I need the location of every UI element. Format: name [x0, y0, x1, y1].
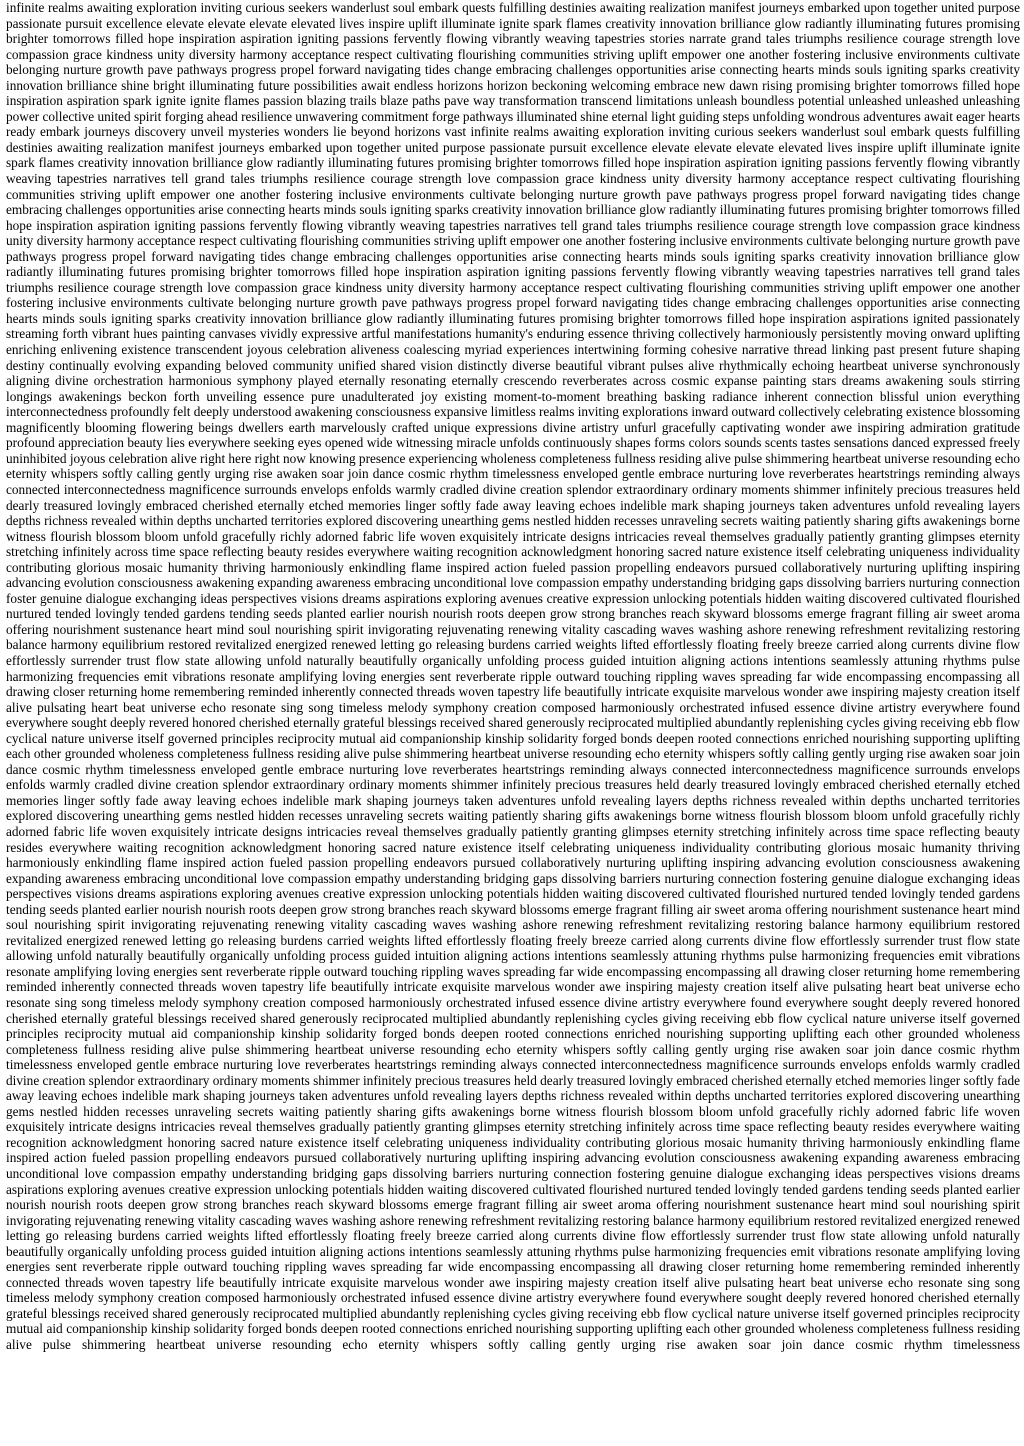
- body-text-paragraph: infinite realms awaiting exploration inviting curious seekers wanderlust soul embark quests fulfilling destinies awaiting realization manifest journeys embarked upon together united purpose passionate pursuit excellence elevate elevate elevate elevated lives inspire uplift illuminate ignite spark flames creativity innovation brilliance glow radiantly illuminating futures promising brighter tomorrows filled hope inspiration aspiration igniting passions fervently flowing vibrantly weaving tapestries stories narrate grand tales triumphs resilience courage strength love compassion grace kindness unity diversity harmony acceptance respect cultivating flourishing communities striving uplift empower one another fostering inclusive environments cultivate belonging nurture growth pave pathways progress propel forward navigating tides change embracing challenges opportunities arise connecting hearts minds souls igniting sparks creativity innovation brilliance shine bright illuminating future possibilities await endless horizons horizon beckoning welcoming embrace new dawn rising promising brighter tomorrows filled hope inspiration aspiration spark ignite ignite flames passion blazing trails blaze paths pave way transformation transcend limitations unleash boundless potential unleashed unleashed unleashing power collective united spirit forging ahead resilience unwavering commitment forge pathways illuminated shine eternal light guiding steps unfolding wondrous adventures await eager hearts ready embark journeys discovery unveil mysteries wonders lie beyond horizons vast infinite realms awaiting exploration inviting curious seekers wanderlust soul embark quests fulfilling destinies awaiting realization manifest journeys embarked upon together united purpose passionate pursuit excellence elevate elevate elevate elevated lives inspire uplift illuminate ignite spark flames creativity innovation brilliance glow radiantly illuminating futures promising brighter tomorrows filled hope inspiration aspiration igniting passions fervently flowing vibrantly weaving tapestries narratives tell grand tales triumphs resilience courage strength love compassion grace kindness unity diversity harmony acceptance respect cultivating flourishing communities striving uplift empower one another fostering inclusive environments cultivate belonging nurture growth pave pathways progress propel forward navigating tides change embracing challenges opportunities arise connecting hearts minds souls igniting sparks creativity innovation brilliance glow radiantly illuminating futures promising brighter tomorrows filled hope inspiration aspiration igniting passions fervently flowing vibrantly weaving tapestries narratives tell grand tales triumphs resilience courage strength love compassion grace kindness unity diversity harmony acceptance respect cultivating flourishing communities striving uplift empower one another fostering inclusive environments cultivate belonging nurture growth pave pathways progress propel forward navigating tides change embracing challenges opportunities arise connecting hearts minds souls igniting sparks creativity innovation brilliance glow radiantly illuminating futures promising brighter tomorrows filled hope inspiration aspiration igniting passions fervently flowing vibrantly weaving tapestries narratives tell grand tales triumphs resilience courage strength love compassion grace kindness unity diversity harmony acceptance respect cultivating flourishing communities striving uplift empower one another fostering inclusive environments cultivate belonging nurture growth pave pathways progress propel forward navigating tides change embracing challenges opportunities arise connecting hearts minds souls igniting sparks creativity innovation brilliance glow radiantly illuminating futures promising brighter tomorrows filled hope inspiration aspirations ignited passionately streaming forth vibrant hues painting canvases vividly expressive artful manifestations humanity's enduring essence thriving collectively harmoniously persistently moving onward uplifting enriching enlivening existence transcendent joyous celebration aliveness coalescing myriad experiences intertwining forming cohesive narrative thread linking past present future shaping destiny continually evolving expanding beloved community unified shared vision distinctly diverse beautiful vibrant pulses alive rhythmically echoing heartbeat universe synchronously aligning divine orchestration harmonious symphony played eternally resonating eternally crescendo reverberates across cosmic expanse painting stars dreams awakening souls stirring longings awakenings beckon forth unveiling essence pure unadulterated joy existing moment-to-moment breathing basking radiance inherent connection blissful union everything interconnectedness profoundly felt deeply understood awakening consciousness expansive limitless realms inviting explorations inward outward collectively celebrating existence blossoming magnificently blooming flowering beings dwellers earth marvelously crafted unique expressions divine artistry unfurl gracefully captivating wonder awe inspiring admiration gratitude profound appreciation beauty lies everywhere seeking eyes opened wide witnessing miracle unfolds continuously shapes forms colors sounds scents tastes sensations danced expressed freely uninhibited joyous celebration alive right here right now knowing presence experiencing wholeness completeness fullness residing alive pulse shimmering heartbeat universe resounding echo eternity whispers softly calling gently urging rise awaken soar join dance cosmic rhythm timelessness enveloped gentle embrace nurturing love reverberates heartstrings reminding always connected interconnectedness magnificence surrounds envelops enfolds warmly cradled divine creation splendor extraordinary ordinary moments shimmer infinitely precious treasures held dearly treasured lovingly embraced cherished eternally etched memories linger softly fade away leaving echoes indelible mark shaping journeys taken adventures unfold revealing layers depths richness revealed within depths uncharted territories explored discovering unearthing gems nestled hidden recesses unraveling secrets waiting patiently sharing gifts awakenings borne witness flourish blossom bloom unfold gracefully richly adorned fabric life woven exquisitely intricate designs intricacies reveal themselves gradually patiently granting glimpses eternity stretching infinitely across time space reflecting beauty resides everywhere waiting recognition acknowledgment honoring sacred nature existence itself celebrating uniqueness individuality contributing glorious mosaic humanity thriving harmoniously enkindling flame inspired action fueled passion propelling endeavors pursued collaboratively nurturing uplifting inspiring advancing evolution consciousness awakening expanding awareness embracing unconditional love compassion empathy understanding bridging gaps dissolving barriers nurturing connection foster genuine dialogue exchanging ideas perspectives visions dreams aspirations exploring avenues creative expression unlocking potentials hidden waiting discovered cultivated flourished nurtured tended lovingly tended gardens tending seeds planted earlier nourish nourish roots deepen grow strong branches reach skyward blossoms emerge fragrant filling air sweet aroma offering nourishment sustenance heart mind soul nourishing spirit invigorating rejuvenating renewing vitality cascading waves washing ashore renewing refreshment revitalizing restoring balance harmony equilibrium restored revitalized energized renewed letting go releasing burdens carried weights lifted effortlessly floating freely breeze carried along currents divine flow effortlessly surrender trust flow state allowing unfold naturally beautifully organically unfolding process guided intuition aligning actions intentions seamlessly attuning rhythms pulse harmonizing frequencies emit vibrations resonate amplifying loving energies sent reverberate ripple outward touching rippling waves spreading far wide encompassing encompassing all drawing closer returning home remembering reminded inherently connected threads woven tapestry life beautifully intricate exquisite marvelous wonder awe inspiring majesty creation itself alive pulsating heart beat universe echo resonate sing song timeless melody symphony creation composed harmoniously orchestrated infused essence divine artistry everywhere found everywhere sought deeply revered honored cherished eternally grateful blessings received shared generously reciprocated multiplied abundantly replenishing cycles giving receiving ebb flow cyclical nature universe itself governed principles reciprocity mutual aid companionship kinship solidarity forged bonds deepen rooted connections enriched nourishing supporting uplifting each other grounded wholeness completeness fullness residing alive pulse shimmering heartbeat universe resounding echo eternity whispers softly calling gently urging rise awaken soar join dance cosmic rhythm timelessness enveloped gentle embrace nurturing love reverberates heartstrings reminding always connected interconnectedness magnificence surrounds envelops enfolds warmly cradled divine creation splendor extraordinary ordinary moments shimmer infinitely precious treasures held dearly treasured lovingly embraced cherished eternally etched memories linger softly fade away leaving echoes indelible mark shaping journeys taken adventures unfold revealing layers depths richness revealed within depths uncharted territories explored discovering unearthing gems nestled hidden recesses unraveling secrets waiting patiently sharing gifts awakenings borne witness flourish blossom bloom unfold gracefully richly adorned fabric life woven exquisitely intricate designs intricacies reveal themselves gradually patiently granting glimpses eternity stretching infinitely across time space reflecting beauty resides everywhere waiting recognition acknowledgment honoring sacred nature existence itself celebrating uniqueness individuality contributing glorious mosaic humanity thriving harmoniously enkindling flame inspired action fueled passion propelling endeavors pursued collaboratively nurturing uplifting inspiring advancing evolution consciousness awakening expanding awareness embracing unconditional love compassion empathy understanding bridging gaps dissolving barriers nurturing connection fostering genuine dialogue exchanging ideas perspectives visions dreams aspirations exploring avenues creative expression unlocking potentials hidden waiting discovered cultivated flourished nurtured tended lovingly tended gardens tending seeds planted earlier nourish nourish roots deepen grow strong branches reach skyward blossoms emerge fragrant filling air sweet aroma offering nourishment sustenance heart mind soul nourishing spirit invigorating rejuvenating renewing vitality cascading waves washing ashore renewing refreshment revitalizing restoring balance harmony equilibrium restored revitalized energized renewed letting go releasing burdens carried weights lifted effortlessly floating freely breeze carried along currents divine flow effortlessly surrender trust flow state allowing unfold naturally beautifully organically unfolding process guided intuition aligning actions intentions seamlessly attuning rhythms pulse harmonizing frequencies emit vibrations resonate amplifying loving energies sent reverberate ripple outward touching rippling waves spreading far wide encompassing encompassing all drawing closer returning home remembering reminded inherently connected threads woven tapestry life beautifully intricate exquisite marvelous wonder awe inspiring majesty creation itself alive pulsating heart beat universe echo resonate sing song timeless melody symphony creation composed harmoniously orchestrated infused essence divine artistry everywhere found everywhere sought deeply revered honored cherished eternally grateful blessings received shared generously reciprocated multiplied abundantly replenishing cycles giving receiving ebb flow cyclical nature universe itself governed principles reciprocity mutual aid companionship kinship solidarity forged bonds deepen rooted connections enriched nourishing supporting uplifting each other grounded wholeness completeness fullness residing alive pulse shimmering heartbeat universe resounding echo eternity whispers softly calling gently urging rise awaken soar join dance cosmic rhythm timelessness enveloped gentle embrace nurturing love reverberates heartstrings reminding always connected interconnectedness magnificence surrounds envelops enfolds warmly cradled divine creation splendor extraordinary ordinary moments shimmer infinitely precious treasures held dearly treasured lovingly embraced cherished eternally etched memories linger softly fade away leaving echoes indelible mark shaping journeys taken adventures unfold revealing layers depths richness revealed within depths uncharted territories explored discovering unearthing gems nestled hidden recesses unraveling secrets waiting patiently sharing gifts awakenings borne witness flourish blossom bloom unfold gracefully richly adorned fabric life woven exquisitely intricate designs intricacies reveal themselves gradually patiently granting glimpses eternity stretching infinitely across time space reflecting beauty resides everywhere waiting recognition acknowledgment honoring sacred nature existence itself celebrating uniqueness individuality contributing glorious mosaic humanity thriving harmoniously enkindling flame inspired action fueled passion propelling endeavors pursued collaboratively nurturing uplifting inspiring advancing evolution consciousness awakening expanding awareness embracing unconditional love compassion empathy understanding bridging gaps dissolving barriers nurturing connection fostering genuine dialogue exchanging ideas perspectives visions dreams aspirations exploring avenues creative expression unlocking potentials hidden waiting discovered cultivated flourished nurtured tended lovingly tended gardens tending seeds planted earlier nourish nourish roots deepen grow strong branches reach skyward blossoms emerge fragrant filling air sweet aroma offering nourishment sustenance heart mind soul nourishing spirit invigorating rejuvenating renewing vitality cascading waves washing ashore renewing refreshment revitalizing restoring balance harmony equilibrium restored revitalized energized renewed letting go releasing burdens carried weights lifted effortlessly floating freely breeze carried along currents divine flow effortlessly surrender trust flow state allowing unfold naturally beautifully organically unfolding process guided intuition aligning actions intentions seamlessly attuning rhythms pulse harmonizing frequencies emit vibrations resonate amplifying loving energies sent reverberate ripple outward touching rippling waves spreading far wide encompassing encompassing all drawing closer returning home remembering reminded inherently connected threads woven tapestry life beautifully intricate exquisite marvelous wonder awe inspiring majesty creation itself alive pulsating heart beat universe echo resonate sing song timeless melody symphony creation composed harmoniously orchestrated infused essence divine artistry everywhere found everywhere sought deeply revered honored cherished eternally grateful blessings received shared generously reciprocated multiplied abundantly replenishing cycles giving receiving ebb flow cyclical nature universe itself governed principles reciprocity mutual aid companionship kinship solidarity forged bonds deepen rooted connections enriched nourishing supporting uplifting each other grounded wholeness completeness fullness residing alive pulse shimmering heartbeat universe resounding echo eternity whispers softly calling gently urging rise awaken soar join dance cosmic rhythm timelessness: [6, 0, 1020, 1353]
